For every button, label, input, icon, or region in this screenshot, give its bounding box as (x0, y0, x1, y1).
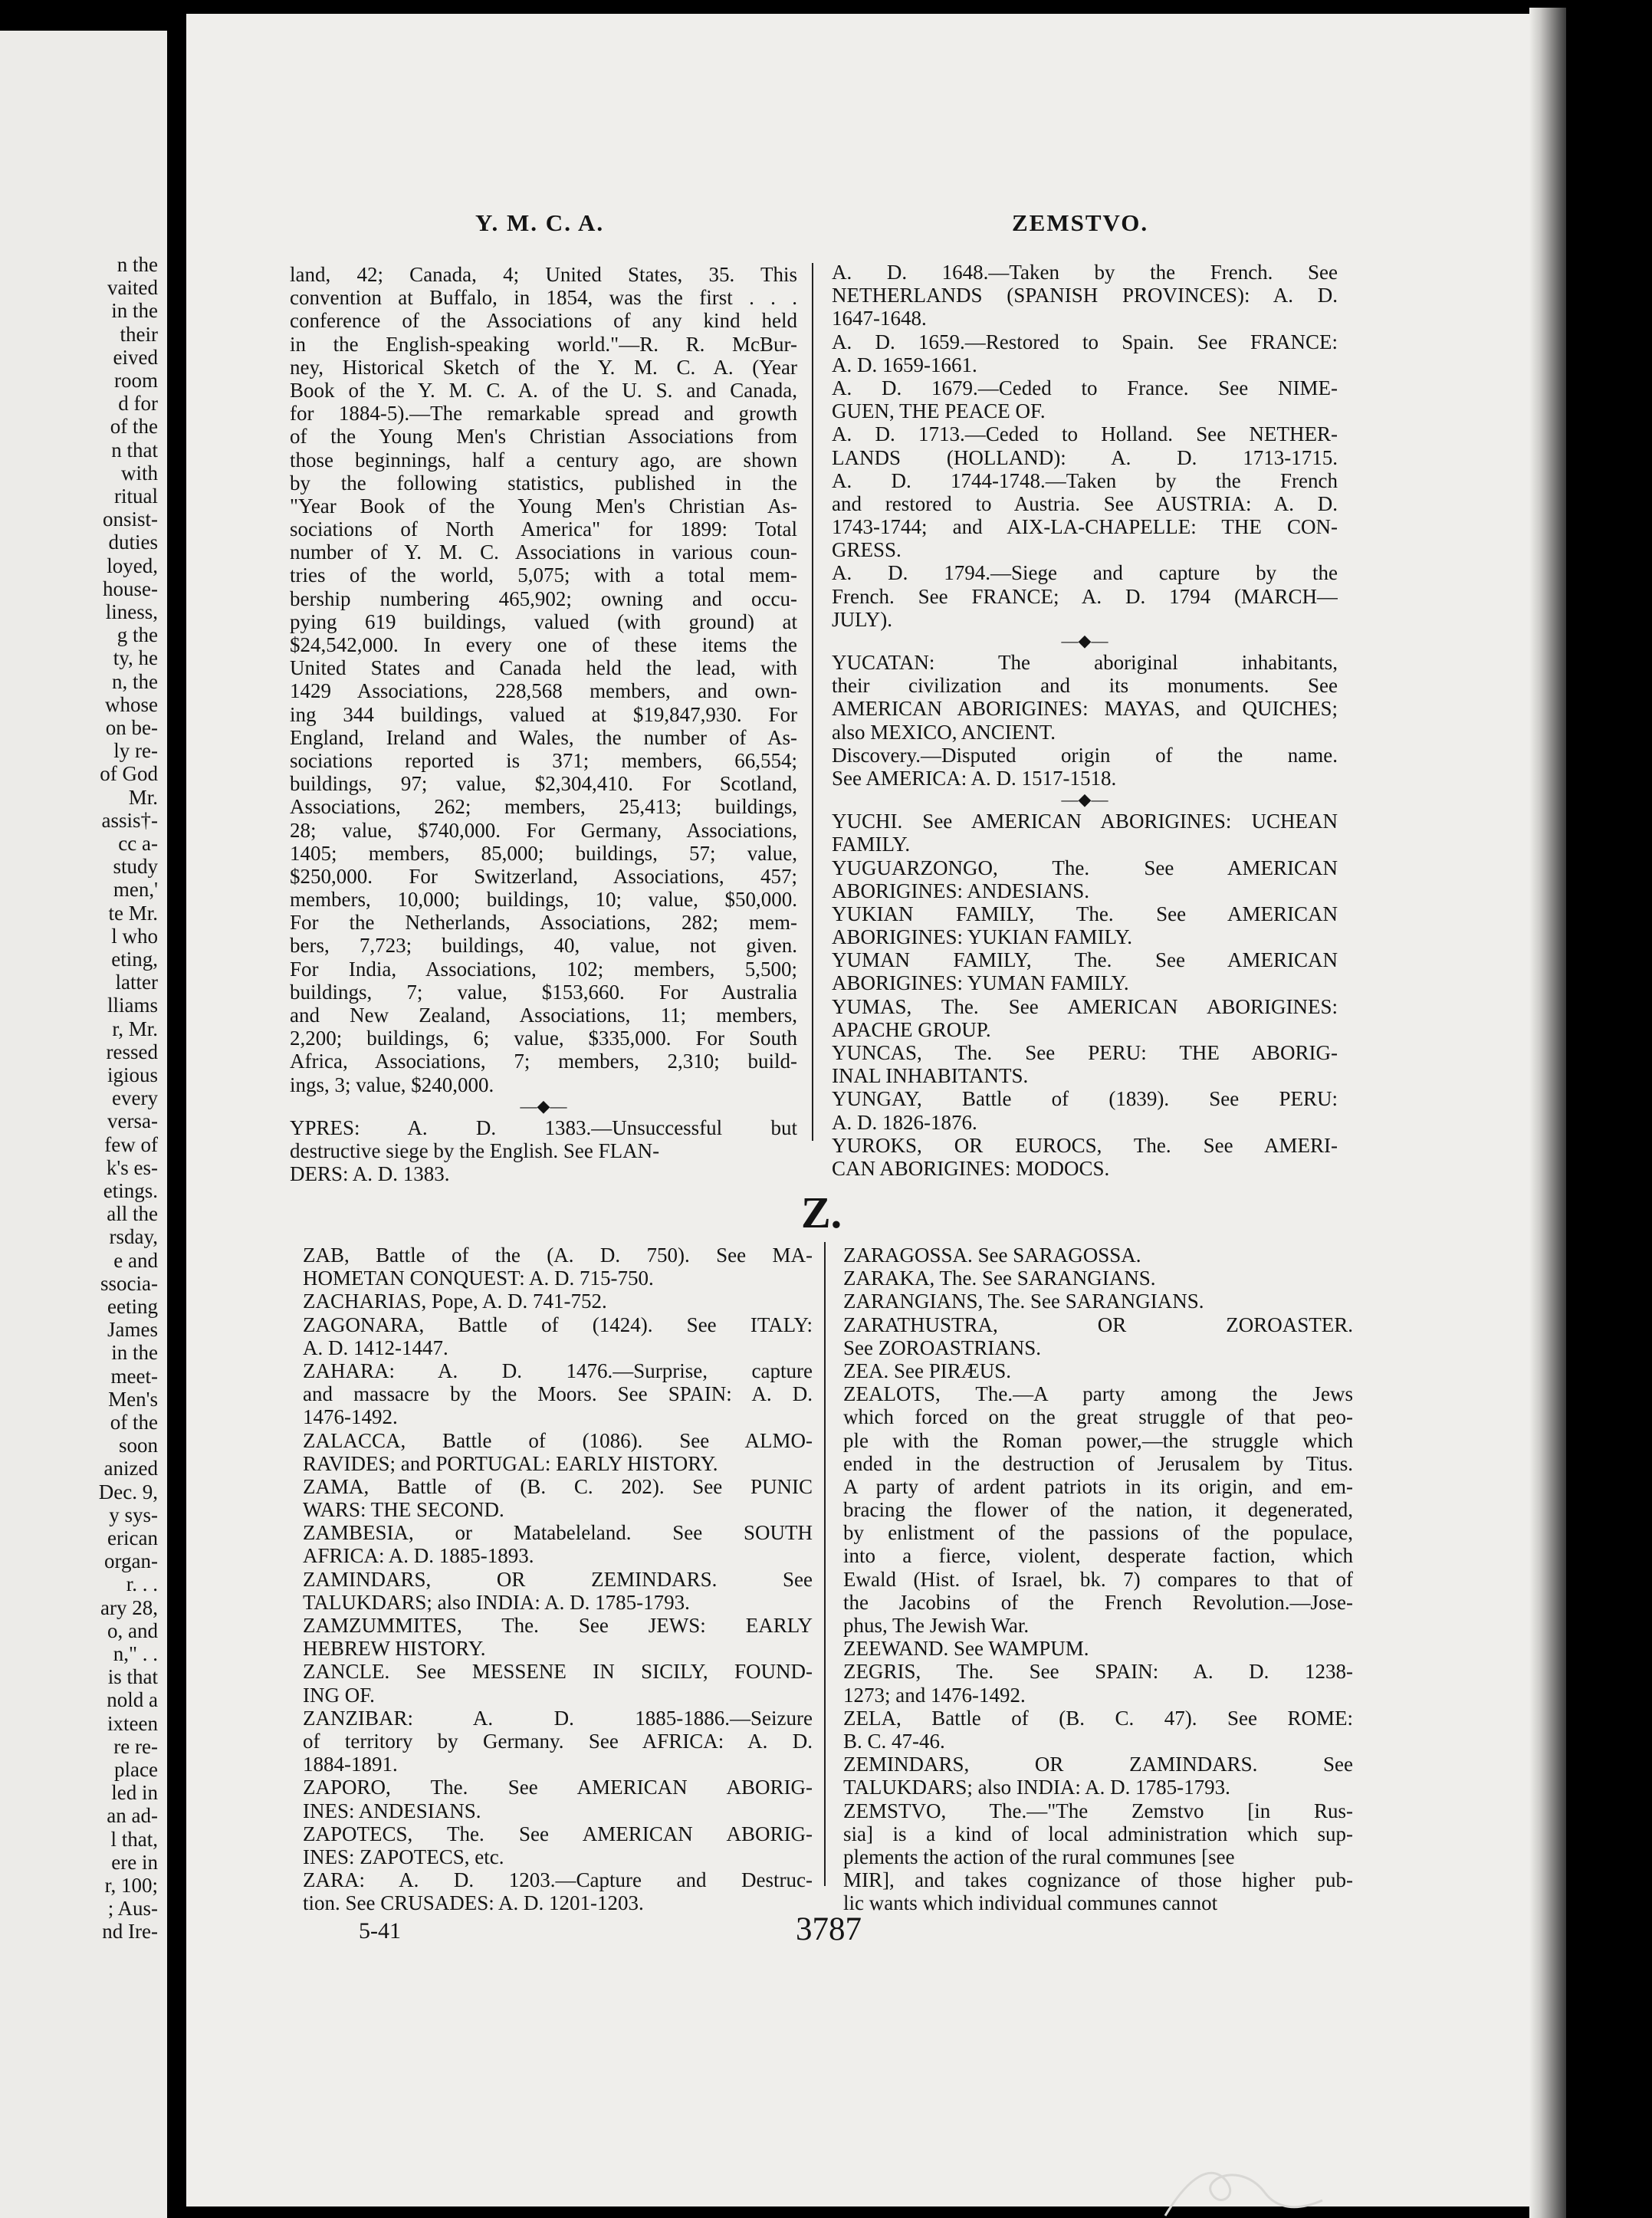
text-line: YUCATAN: The aboriginal inhabitants, (832, 651, 1338, 674)
text-line: tries of the world, 5,075; with a total mem- (290, 564, 797, 587)
text-line: GUEN, THE PEACE OF. (832, 399, 1046, 423)
left-page-fragment: n," . . (113, 1642, 158, 1665)
left-page-fragment: liness, (105, 600, 158, 623)
left-page-fragment: ; Aus- (107, 1897, 158, 1921)
text-line: $250,000. For Switzerland, Associations, 457; (290, 864, 797, 888)
text-line: in the English-speaking world."—R. R. McBur- (290, 332, 797, 356)
text-line: United States and Canada held the lead, with (290, 656, 797, 680)
text-line: INES: ANDESIANS. (303, 1799, 481, 1822)
text-line: 2,200; buildings, 6; value, $335,000. For South (290, 1027, 797, 1050)
text-line: YUMAS, The. See AMERICAN ABORIGINES: (832, 994, 1338, 1018)
text-line: ZANZIBAR: A. D. 1885-1886.—Seizure (303, 1706, 813, 1730)
text-line: ABORIGINES: ANDESIANS. (832, 879, 1090, 902)
left-page-fragment: rsday, (109, 1225, 158, 1249)
left-page-fragment: versa- (107, 1109, 158, 1133)
text-line: ZEA. See PIRÆUS. (843, 1359, 1012, 1382)
text-line: ZAMZUMMITES, The. See JEWS: EARLY (303, 1614, 813, 1637)
left-page-fragment: their (120, 322, 158, 346)
text-line: YUGUARZONGO, The. See AMERICAN (832, 856, 1338, 879)
left-page-fragment: Dec. 9, (98, 1480, 158, 1503)
text-line: ZAMINDARS, OR ZEMINDARS. See (303, 1567, 813, 1591)
text-line: RAVIDES; and PORTUGAL: EARLY HISTORY. (303, 1451, 718, 1475)
text-line: YUROKS, OR EUROCS, The. See AMERI- (832, 1133, 1338, 1157)
left-page-fragment: ty, he (113, 646, 158, 670)
left-page-fragment: assis†- (101, 808, 158, 832)
text-line: sia] is a kind of local administration which sup- (843, 1822, 1353, 1845)
text-line: ABORIGINES: YUMAN FAMILY. (832, 971, 1129, 995)
left-page-fragment: cc a- (118, 832, 158, 855)
left-page-fragment: organ- (104, 1549, 158, 1573)
left-page-fragment: re re- (113, 1734, 158, 1758)
text-line: ZAMBESIA, or Matabeleland. See SOUTH (303, 1521, 813, 1545)
left-page-fragment: whose (105, 692, 158, 716)
text-line: ZANCLE. See MESSENE IN SICILY, FOUND- (303, 1660, 813, 1684)
text-line: A. D. 1659.—Restored to Spain. See FRANCE: (832, 330, 1338, 353)
left-page-fragment: study (113, 855, 158, 879)
left-page-fragment: r. . . (126, 1572, 158, 1596)
left-page-fragment: ssocia- (100, 1271, 158, 1295)
text-line: ing 344 buildings, valued at $19,847,930. For (290, 702, 797, 726)
ornament-divider: —◆— (520, 1096, 567, 1116)
text-line: ZARANGIANS, The. See SARANGIANS. (843, 1290, 1204, 1313)
left-page-fragment: ritual (114, 485, 158, 508)
text-line: ZARATHUSTRA, OR ZOROASTER. (843, 1313, 1353, 1336)
text-line: A party of ardent patriots in its origin, and em- (843, 1474, 1353, 1498)
left-page-fragment: lliams (107, 994, 158, 1017)
left-page-fragment: o, and (107, 1618, 158, 1642)
text-line: ING OF. (303, 1683, 375, 1707)
left-page-fragment: loyed, (107, 554, 158, 577)
column-rule-top (812, 263, 813, 1141)
left-page-fragment: k's es- (106, 1155, 158, 1179)
text-line: 1647-1648. (832, 307, 927, 330)
text-line: ZARA: A. D. 1203.—Capture and Destruc- (303, 1868, 813, 1892)
left-page-fragment: of the (110, 415, 158, 439)
text-line: into a fierce, violent, desperate faction, which (843, 1544, 1353, 1568)
text-line: sociations reported is 371; members, 66,554; (290, 748, 797, 772)
text-line: pying 619 buildings, valued (with ground) at (290, 610, 797, 633)
running-head-right: ZEMSTVO. (1012, 209, 1149, 236)
text-line: ney, Historical Sketch of the Y. M. C. A. (Year (290, 355, 797, 379)
text-line: See ZOROASTRIANS. (843, 1336, 1042, 1359)
left-page-fragment: e and (113, 1248, 158, 1272)
text-line: YUKIAN FAMILY, The. See AMERICAN (832, 902, 1338, 925)
text-line: of the Young Men's Christian Associations from (290, 425, 797, 449)
text-line: 1884-1891. (303, 1753, 398, 1776)
text-line: YUNCAS, The. See PERU: THE ABORIG- (832, 1041, 1338, 1064)
text-line: ZELA, Battle of (B. C. 47). See ROME: (843, 1706, 1353, 1730)
signature-mark: 5-41 (359, 1918, 401, 1944)
text-line: GRESS. (832, 538, 902, 562)
left-page-fragment: nd Ire- (102, 1920, 158, 1944)
text-line: TALUKDARS; also INDIA: A. D. 1785-1793. (843, 1776, 1230, 1799)
text-line: YUNGAY, Battle of (1839). See PERU: (832, 1087, 1338, 1111)
left-page-fragment: n, the (112, 669, 158, 693)
left-page-fragment: every (112, 1086, 158, 1110)
text-line: destructive siege by the English. See FLAN- (290, 1139, 660, 1162)
text-line: ZAGONARA, Battle of (1424). See ITALY: (303, 1313, 813, 1336)
left-page-fragment: r, 100; (104, 1874, 158, 1897)
left-page-fragment: nold a (107, 1688, 158, 1712)
text-line: A. D. 1794.—Siege and capture by the (832, 561, 1338, 585)
left-page-fragment: soon (118, 1434, 158, 1457)
left-page-fragment: house- (103, 577, 158, 600)
text-line: ZAMA, Battle of (B. C. 202). See PUNIC (303, 1474, 813, 1498)
text-line: plements the action of the rural communes [see (843, 1845, 1235, 1868)
column-top-left (290, 263, 797, 1185)
left-page-fragment: few of (104, 1132, 158, 1156)
text-line: A. D. 1713.—Ceded to Holland. See NETHER- (832, 422, 1338, 446)
left-page-fragment: g the (117, 623, 158, 647)
section-letter: Z. (801, 1188, 842, 1237)
text-line: ZARAGOSSA. See SARAGOSSA. (843, 1244, 1141, 1267)
text-line: 28; value, $740,000. For Germany, Associations, (290, 818, 797, 842)
left-page-fragment: led in (111, 1781, 158, 1805)
left-page-fragment: an ad- (107, 1804, 158, 1828)
text-line: the Jacobins of the French Revolution.—Jose- (843, 1590, 1353, 1614)
text-line: sociations of North America" for 1899: Total (290, 518, 797, 541)
text-line: number of Y. M. C. Associations in various coun- (290, 541, 797, 564)
text-line: ZALACCA, Battle of (1086). See ALMO- (303, 1428, 813, 1452)
text-line: 1405; members, 85,000; buildings, 57; value, (290, 841, 797, 865)
text-line: buildings, 7; value, $153,660. For Australia (290, 980, 797, 1004)
left-page-fragment: meet- (110, 1364, 158, 1388)
text-line: A. D. 1659-1661. (832, 353, 977, 376)
text-line: also MEXICO, ANCIENT. (832, 720, 1056, 744)
text-line: See AMERICA: A. D. 1517-1518. (832, 766, 1117, 790)
column-top-right (832, 261, 1338, 1180)
left-page-fragment: onsist- (102, 508, 158, 531)
text-line: ZAB, Battle of the (A. D. 750). See MA- (303, 1244, 813, 1267)
text-line: their civilization and its monuments. See (832, 674, 1338, 698)
column-bottom-right (843, 1244, 1353, 1914)
text-line: ZAPORO, The. See AMERICAN ABORIG- (303, 1776, 813, 1799)
text-line: Africa, Associations, 7; members, 2,310; build- (290, 1050, 797, 1073)
left-page-fragment: ly re- (113, 739, 158, 763)
left-page-fragment: n the (117, 253, 158, 276)
text-line: by enlistment of the passions of the populace, (843, 1521, 1353, 1545)
text-line: buildings, 97; value, $2,304,410. For Scotland, (290, 772, 797, 796)
text-line: JULY). (832, 607, 893, 631)
text-line: 1476-1492. (303, 1405, 398, 1429)
text-line: Book of the Y. M. C. A. of the U. S. and Canada, (290, 378, 797, 402)
left-page-fragment: l who (111, 924, 158, 948)
text-line: ZEMSTVO, The.—"The Zemstvo [in Rus- (843, 1799, 1353, 1822)
text-line: LANDS (HOLLAND): A. D. 1713-1715. (832, 445, 1338, 469)
text-line: for 1884-5).—The remarkable spread and growth (290, 402, 797, 426)
left-page-fragment: vaited (107, 276, 158, 300)
text-line: ABORIGINES: YUKIAN FAMILY. (832, 925, 1133, 949)
text-line: land, 42; Canada, 4; United States, 35. This (290, 263, 797, 286)
ornament-divider: —◆— (1061, 631, 1108, 650)
page-number: 3787 (796, 1911, 862, 1947)
text-line: by the following statistics, published in the (290, 471, 797, 495)
left-page-fragment: ressed (106, 1040, 158, 1063)
left-page-fragment: men,' (113, 878, 158, 902)
text-line: ended in the destruction of Jerusalem by Titus. (843, 1451, 1353, 1475)
text-line: and massacre by the Moors. See SPAIN: A. D. (303, 1382, 813, 1406)
text-line: MIR], and takes cognizance of those higher pub- (843, 1868, 1353, 1892)
text-line: ZAPOTECS, The. See AMERICAN ABORIG- (303, 1822, 813, 1845)
text-line: ings, 3; value, $240,000. (290, 1073, 494, 1096)
text-line: ZARAKA, The. See SARANGIANS. (843, 1267, 1156, 1290)
text-line: DERS: A. D. 1383. (290, 1162, 450, 1186)
text-line: For India, Associations, 102; members, 5,500; (290, 957, 797, 981)
text-line: convention at Buffalo, in 1854, was the first . . . (290, 286, 797, 310)
text-line: and restored to Austria. See AUSTRIA: A. D. (832, 491, 1338, 515)
left-page-fragment: of the (110, 1411, 158, 1434)
text-line: ZEALOTS, The.—A party among the Jews (843, 1382, 1353, 1406)
text-line: which forced on the great struggle of that peo- (843, 1405, 1353, 1429)
text-line: ple with the Roman power,—the struggle which (843, 1428, 1353, 1452)
text-line: bers, 7,723; buildings, 40, value, not given. (290, 934, 797, 958)
text-line: Ewald (Hist. of Israel, bk. 7) compares to that of (843, 1567, 1353, 1591)
left-page-fragment: etings. (103, 1179, 158, 1202)
text-line: ZEEWAND. See WAMPUM. (843, 1637, 1089, 1661)
text-line: INES: ZAPOTECS, etc. (303, 1845, 504, 1868)
text-line: WARS: THE SECOND. (303, 1498, 504, 1522)
text-line: INAL INHABITANTS. (832, 1064, 1029, 1088)
left-page-fragment: duties (108, 531, 158, 554)
text-line: B. C. 47-46. (843, 1729, 945, 1753)
running-head-left: Y. M. C. A. (475, 209, 605, 236)
text-line: ZACHARIAS, Pope, A. D. 741-752. (303, 1290, 607, 1313)
text-line: AMERICAN ABORIGINES: MAYAS, and QUICHES; (832, 697, 1338, 721)
left-page-fragment: room (114, 369, 158, 392)
left-page-fragment: is that (107, 1665, 158, 1689)
text-line: YUCHI. See AMERICAN ABORIGINES: UCHEAN (832, 810, 1338, 833)
left-page-fragment: in the (111, 1341, 158, 1365)
left-page-fragment: James (107, 1318, 158, 1342)
text-line: TALUKDARS; also INDIA: A. D. 1785-1793. (303, 1590, 690, 1614)
ornament-divider: —◆— (1061, 790, 1108, 810)
text-line: phus, The Jewish War. (843, 1614, 1030, 1637)
text-line: A. D. 1826-1876. (832, 1110, 977, 1134)
text-line: 1429 Associations, 228,568 members, and own- (290, 679, 797, 703)
text-line: YPRES: A. D. 1383.—Unsuccessful but (290, 1116, 797, 1139)
paper-curl-mark (1158, 2147, 1326, 2218)
text-line: 1273; and 1476-1492. (843, 1683, 1026, 1707)
text-line: Discovery.—Disputed origin of the name. (832, 743, 1338, 767)
left-page-fragment: latter (115, 971, 158, 994)
text-line: of territory by Germany. See AFRICA: A. D. (303, 1729, 813, 1753)
column-bottom-left (303, 1244, 813, 1914)
text-line: NETHERLANDS (SPANISH PROVINCES): A. D. (832, 284, 1338, 307)
text-line: England, Ireland and Wales, the number of As- (290, 725, 797, 749)
left-page-fragment: erican (107, 1526, 158, 1549)
text-line: FAMILY. (832, 833, 911, 856)
left-page-fragment: l that, (110, 1827, 158, 1851)
left-page-fragment: te Mr. (108, 901, 158, 925)
text-line: APACHE GROUP. (832, 1017, 991, 1041)
left-page-fragment: r, Mr. (112, 1017, 158, 1040)
text-line: French. See FRANCE; A. D. 1794 (MARCH— (832, 584, 1338, 608)
text-line: A. D. 1744-1748.—Taken by the French (832, 468, 1338, 492)
left-page-fragment: ixteen (107, 1711, 158, 1735)
text-line: bracing the flower of the nation, it degenerated, (843, 1498, 1353, 1522)
left-page-fragment: ary 28, (100, 1595, 158, 1619)
book-spine (1529, 8, 1566, 2218)
text-line: 1743-1744; and AIX-LA-CHAPELLE: THE CON- (832, 515, 1338, 539)
text-line: $24,542,000. In every one of these items the (290, 633, 797, 656)
text-line: those beginnings, half a century ago, are shown (290, 448, 797, 472)
left-page-fragment: anized (103, 1457, 158, 1480)
left-page-fragment: place (114, 1758, 158, 1781)
left-page-fragment: eived (113, 345, 158, 369)
text-line: CAN ABORIGINES: MODOCS. (832, 1156, 1110, 1180)
text-line: For the Netherlands, Associations, 282; mem- (290, 911, 797, 935)
text-line: "Year Book of the Young Men's Christian As- (290, 494, 797, 518)
left-page-fragment: igious (107, 1063, 158, 1086)
left-page-fragment: y sys- (109, 1503, 158, 1526)
left-page-fragment: n that (111, 438, 158, 462)
left-page-fragment: all the (107, 1202, 158, 1226)
left-page-fragment: eting, (111, 948, 158, 971)
left-page-fragment: Men's (108, 1387, 158, 1411)
text-line: lic wants which individual communes cannot (843, 1891, 1218, 1915)
text-line: and New Zealand, Associations, 11; members, (290, 1004, 797, 1027)
left-page-fragment: with (120, 461, 158, 485)
text-line: members, 10,000; buildings, 10; value, $50,000. (290, 888, 797, 912)
text-line: ZEGRIS, The. See SPAIN: A. D. 1238- (843, 1660, 1353, 1684)
text-line: conference of the Associations of any kind held (290, 309, 797, 333)
text-line: A. D. 1648.—Taken by the French. See (832, 261, 1338, 284)
text-line: HOMETAN CONQUEST: A. D. 715-750. (303, 1267, 654, 1290)
left-page-fragment: ere in (111, 1850, 158, 1874)
left-page-fragment: d for (118, 392, 158, 416)
text-line: bership numbering 465,902; owning and occu- (290, 587, 797, 610)
text-line: HEBREW HISTORY. (303, 1637, 486, 1661)
left-page-fragment: eeting (107, 1295, 158, 1318)
text-line: Associations, 262; members, 25,413; buildings, (290, 795, 797, 819)
left-page-fragment: in the (111, 299, 158, 323)
previous-page-edge (0, 31, 167, 2218)
text-line: A. D. 1679.—Ceded to France. See NIME- (832, 376, 1338, 399)
left-page-fragment: of God (100, 762, 158, 786)
column-rule-bottom (824, 1242, 826, 1886)
text-line: AFRICA: A. D. 1885-1893. (303, 1544, 534, 1568)
text-line: A. D. 1412-1447. (303, 1336, 448, 1359)
left-page-fragment: Mr. (128, 785, 158, 809)
text-line: YUMAN FAMILY, The. See AMERICAN (832, 948, 1338, 972)
text-line: ZAHARA: A. D. 1476.—Surprise, capture (303, 1359, 813, 1382)
text-line: ZEMINDARS, OR ZAMINDARS. See (843, 1753, 1353, 1776)
text-line: tion. See CRUSADES: A. D. 1201-1203. (303, 1891, 644, 1915)
left-page-fragment: on be- (105, 716, 158, 739)
